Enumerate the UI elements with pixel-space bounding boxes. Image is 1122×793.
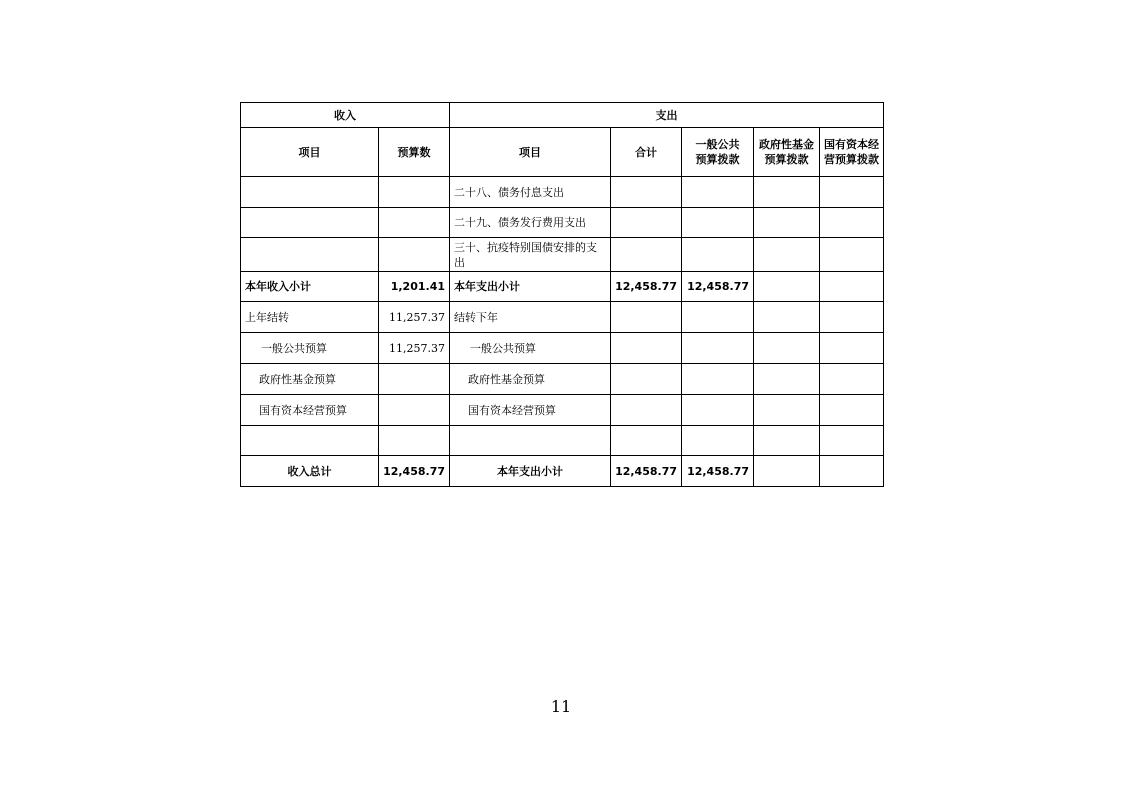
header-row-sections [241,103,884,128]
state-capital-cell [820,456,884,487]
gov-fund-cell [754,238,820,272]
table-row [241,426,884,456]
general-budget-header: 一般公共预算拨款 [682,128,754,177]
gov-fund-cell [754,177,820,208]
general-cell: 12,458.77 [682,272,754,302]
state-capital-cell [820,426,884,456]
income-item-cell [241,177,379,208]
income-item-cell [241,208,379,238]
expense-item-cell: 二十九、债务发行费用支出 [450,208,611,238]
total-cell [611,208,682,238]
table-row-grand-total [241,456,884,487]
income-value-cell [379,208,450,238]
general-cell [682,426,754,456]
table-row-income-subtotal [241,272,884,302]
income-item-header: 项目 [241,128,379,177]
header-row-columns [241,128,884,177]
state-capital-cell [820,177,884,208]
expense-item-cell: 本年支出小计 [450,456,611,487]
total-cell [611,426,682,456]
state-capital-cell [820,208,884,238]
page-number: 11 [550,697,572,716]
state-capital-cell [820,395,884,426]
budget-table [240,102,884,487]
income-item-cell: 政府性基金预算 [241,364,379,395]
expense-item-cell: 政府性基金预算 [450,364,611,395]
total-cell [611,238,682,272]
table-row [241,302,884,333]
general-cell [682,302,754,333]
gov-fund-cell [754,272,820,302]
income-value-cell [379,364,450,395]
gov-fund-cell [754,395,820,426]
total-header: 合计 [611,128,682,177]
total-cell [611,333,682,364]
income-value-cell: 12,458.77 [379,456,450,487]
gov-fund-budget-header: 政府性基金预算拨款 [754,128,820,177]
state-capital-cell [820,364,884,395]
expense-section-header: 支出 [450,103,884,128]
gov-fund-cell [754,456,820,487]
expense-item-cell: 结转下年 [450,302,611,333]
general-cell [682,364,754,395]
table-row [241,208,884,238]
expense-item-cell: 国有资本经营预算 [450,395,611,426]
gov-fund-cell [754,333,820,364]
general-cell [682,333,754,364]
general-cell [682,238,754,272]
general-cell: 12,458.77 [682,456,754,487]
table-row [241,238,884,272]
income-section-header: 收入 [241,103,450,128]
gov-fund-cell [754,302,820,333]
income-value-cell: 11,257.37 [379,333,450,364]
expense-item-cell: 本年支出小计 [450,272,611,302]
income-item-cell: 一般公共预算 [241,333,379,364]
general-cell [682,395,754,426]
expense-item-cell: 二十八、债务付息支出 [450,177,611,208]
income-item-cell: 本年收入小计 [241,272,379,302]
general-cell [682,177,754,208]
total-cell [611,395,682,426]
income-value-cell [379,238,450,272]
income-value-cell [379,177,450,208]
total-cell: 12,458.77 [611,456,682,487]
expense-item-cell [450,426,611,456]
table-row [241,177,884,208]
general-cell [682,208,754,238]
income-value-cell: 11,257.37 [379,302,450,333]
income-item-cell [241,238,379,272]
gov-fund-cell [754,364,820,395]
total-cell [611,302,682,333]
income-budget-header: 预算数 [379,128,450,177]
total-cell [611,364,682,395]
gov-fund-cell [754,426,820,456]
expense-item-cell: 一般公共预算 [450,333,611,364]
state-capital-cell [820,272,884,302]
income-value-cell: 1,201.41 [379,272,450,302]
total-cell [611,177,682,208]
table-row [241,395,884,426]
income-item-cell [241,426,379,456]
table-row [241,333,884,364]
expense-item-cell: 三十、抗疫特别国债安排的支出 [450,238,611,272]
income-item-cell: 上年结转 [241,302,379,333]
table-row [241,364,884,395]
state-capital-cell [820,238,884,272]
total-cell: 12,458.77 [611,272,682,302]
state-capital-cell [820,302,884,333]
income-value-cell [379,395,450,426]
expense-item-header: 项目 [450,128,611,177]
income-value-cell [379,426,450,456]
income-item-cell: 国有资本经营预算 [241,395,379,426]
gov-fund-cell [754,208,820,238]
income-item-cell: 收入总计 [241,456,379,487]
state-capital-cell [820,333,884,364]
state-capital-budget-header: 国有资本经营预算拨款 [820,128,884,177]
